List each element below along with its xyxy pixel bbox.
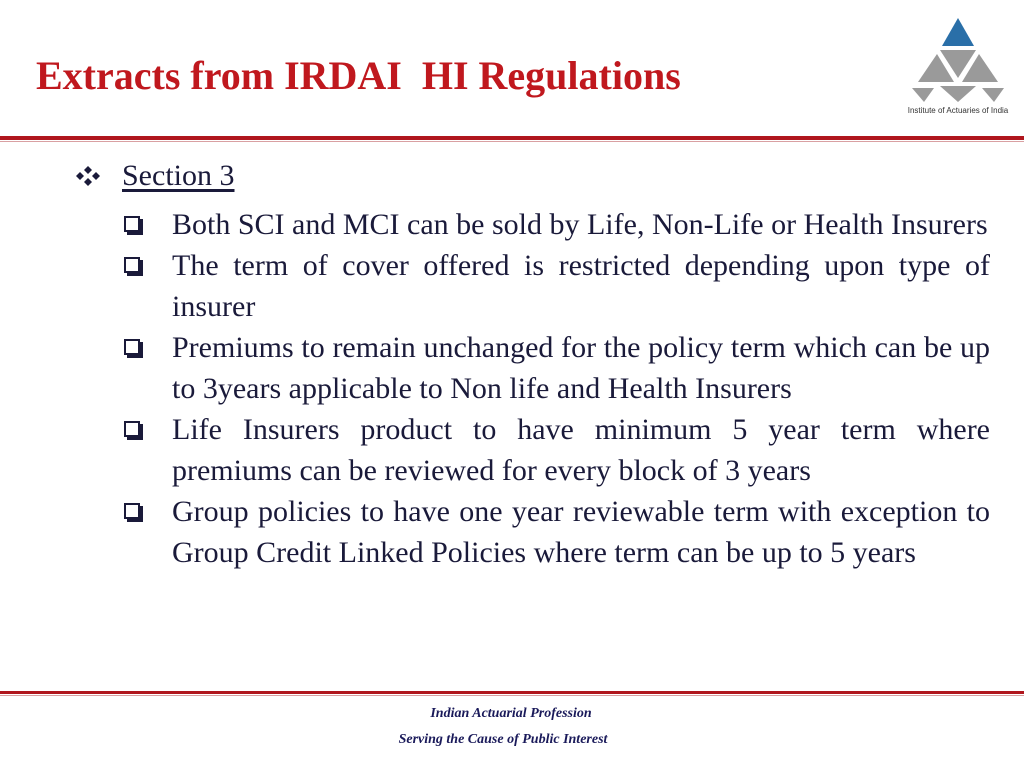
list-item — [124, 327, 990, 409]
logo-triangle-icon — [904, 16, 1012, 106]
list-item-text: Premiums to remain unchanged for the policy term which can be up to 3years applicable to Non life and Health Insurers — [172, 331, 990, 405]
diamond-bullet-icon — [74, 166, 102, 186]
list-item-text: Both SCI and MCI can be sold by Life, Non-Life or Health Insurers — [172, 208, 988, 241]
footer-line-2: Serving the Cause of Public Interest — [398, 732, 608, 747]
checkbox-bullet-icon — [124, 421, 140, 437]
checkbox-bullet-icon — [124, 257, 140, 273]
list-item-text: Group policies to have one year reviewable term with exception to Group Credit Linked Policies where term can be up to 5 years — [172, 495, 990, 569]
section-label: Section 3 — [122, 159, 235, 192]
header-divider-thin — [0, 141, 1024, 142]
header-divider — [0, 136, 1024, 140]
checkbox-bullet-icon — [124, 503, 140, 519]
checkbox-bullet-icon — [124, 339, 140, 355]
list-item-text: Life Insurers product to have minimum 5 year term where premiums can be reviewed for every block of 3 years — [172, 413, 990, 487]
regulation-list — [124, 204, 990, 573]
footer-divider — [0, 691, 1024, 694]
footer-divider-thin — [0, 695, 1024, 696]
list-item-text: The term of cover offered is restricted depending upon type of insurer — [172, 249, 990, 323]
institute-logo — [898, 16, 1018, 120]
list-item — [124, 409, 990, 491]
list-item — [124, 245, 990, 327]
logo-caption: Institute of Actuaries of India — [907, 106, 1009, 115]
footer-line-1: Indian Actuarial Profession — [430, 706, 592, 721]
slide-title: Extracts from IRDAI HI Regulations — [36, 53, 681, 98]
checkbox-bullet-icon — [124, 216, 140, 232]
section-heading — [74, 156, 235, 196]
list-item — [124, 204, 990, 245]
list-item — [124, 491, 990, 573]
